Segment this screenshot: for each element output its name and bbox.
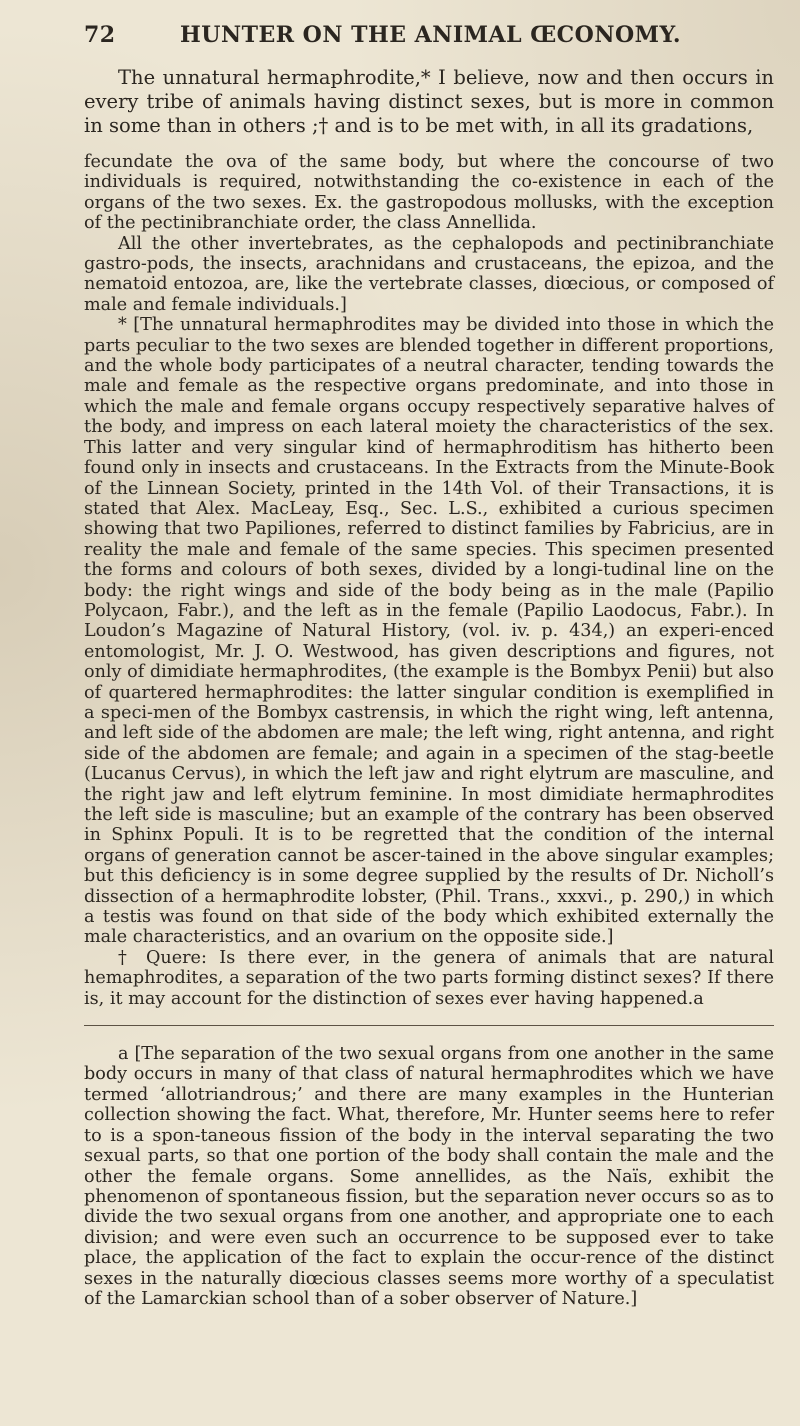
footnote-divider <box>84 1025 774 1026</box>
main-text <box>84 66 774 138</box>
spacer <box>84 138 774 152</box>
running-title: HUNTER ON THE ANIMAL ŒCONOMY. <box>180 22 681 48</box>
editor-note-paragraph: All the other invertebrates, as the cephalopods and pectinibranchiate gastro-pods, the insects, arachnidans and crustaceans, the epizoa, and the nematoid entozoa, are, like the vertebrate classes, diœcious, or composed of male and female individuals.] <box>84 233 774 315</box>
page-number: 72 <box>84 22 116 48</box>
footnotes-block <box>84 152 774 1009</box>
page-header <box>84 20 760 54</box>
secondary-footnotes <box>84 1044 774 1309</box>
editor-note-continued: fecundate the ova of the same body, but where the concourse of two individuals is required, notwithstanding the co-existence in each of the organs of the two sexes. Ex. the gastropodous mollusks, with the exception of the pectinibranchiate order, the class Annellida. <box>84 152 774 234</box>
footnote-a: a [The separation of the two sexual organs from one another in the same body occurs in many of that class of natural hermaphrodites which we have termed ‘allotriandrous;’ and there are many examples in the Hunterian collection showing the fact. What, therefore, Mr. Hunter seems here to refer to is a spon-taneous fission of the body in the interval separating the two sexual parts, so that one portion of the body shall contain the male and the other the female organs. Some annellides, as the Naïs, exhibit the phenomenon of spontaneous fission, but the separation never occurs so as to divide the two sexual organs from one another, and appropriate one to each division; and were even such an occurrence to be supposed ever to take place, the application of the fact to explain the occur-rence of the distinct sexes in the naturally diœcious classes seems more worthy of a speculatist of the Lamarckian school than of a sober observer of Nature.] <box>84 1044 774 1309</box>
main-paragraph: The unnatural hermaphrodite,* I believe, now and then occurs in every tribe of animals having distinct sexes, but is more in common in some than in others ;† and is to be met with, in all its gradations, <box>84 66 774 137</box>
page-body <box>84 66 774 1309</box>
footnote-asterisk: * [The unnatural hermaphrodites may be divided into those in which the parts peculiar to the two sexes are blended together in different proportions, and the whole body participates of a neutral character, tending towards the male and female as the respective organs predominate, and into those in which the male and female organs occupy respectively separative halves of the body, and impress on each lateral moiety the characteristics of the sex. This latter and very singular kind of hermaphroditism has hitherto been found only in insects and crustaceans. In the Extracts from the Minute-Book of the Linnean Society, printed in the 14th Vol. of their Transactions, it is stated that Alex. MacLeay, Esq., Sec. L.S., exhibited a curious specimen showing that two Papiliones, referred to distinct families by Fabricius, are in reality the male and female of the same species. This specimen presented the forms and colours of both sexes, divided by a longi-tudinal line on the body: the right wings and side of the body being as in the male (Papilio Polycaon, Fabr.), and the left as in the female (Papilio Laodocus, Fabr.). In Loudon’s Magazine of Natural History, (vol. iv. p. 434,) an experi-enced entomologist, Mr. J. O. Westwood, has given descriptions and figures, not only of dimidiate hermaphrodites, (the example is the Bombyx Penii) but also of quartered hermaphrodites: the latter singular condition is exemplified in a speci-men of the Bombyx castrensis, in which the right wing, left antenna, and left side of the abdomen are male; the left wing, right antenna, and right side of the abdomen are female; and again in a specimen of the stag-beetle (Lucanus Cervus), in which the left jaw and right elytrum are masculine, and the right jaw and left elytrum feminine. In most dimidiate hermaphrodites the left side is masculine; but an example of the contrary has been observed in Sphinx Populi. It is to be regretted that the condition of the internal organs of generation cannot be ascer-tained in the above singular examples; but this deficiency is in some degree supplied by the results of Dr. Nicholl’s dissection of a hermaphrodite lobster, (Phil. Trans., xxxvi., p. 290,) in which a testis was found on that side of the body which exhibited externally the male characteristics, and an ovarium on the opposite side.] <box>84 315 774 948</box>
footnote-dagger: † Quere: Is there ever, in the genera of animals that are natural hemaphrodites, a separation of the two parts forming distinct sexes? If there is, it may account for the distinction of sexes ever having happened.a <box>84 947 774 1009</box>
